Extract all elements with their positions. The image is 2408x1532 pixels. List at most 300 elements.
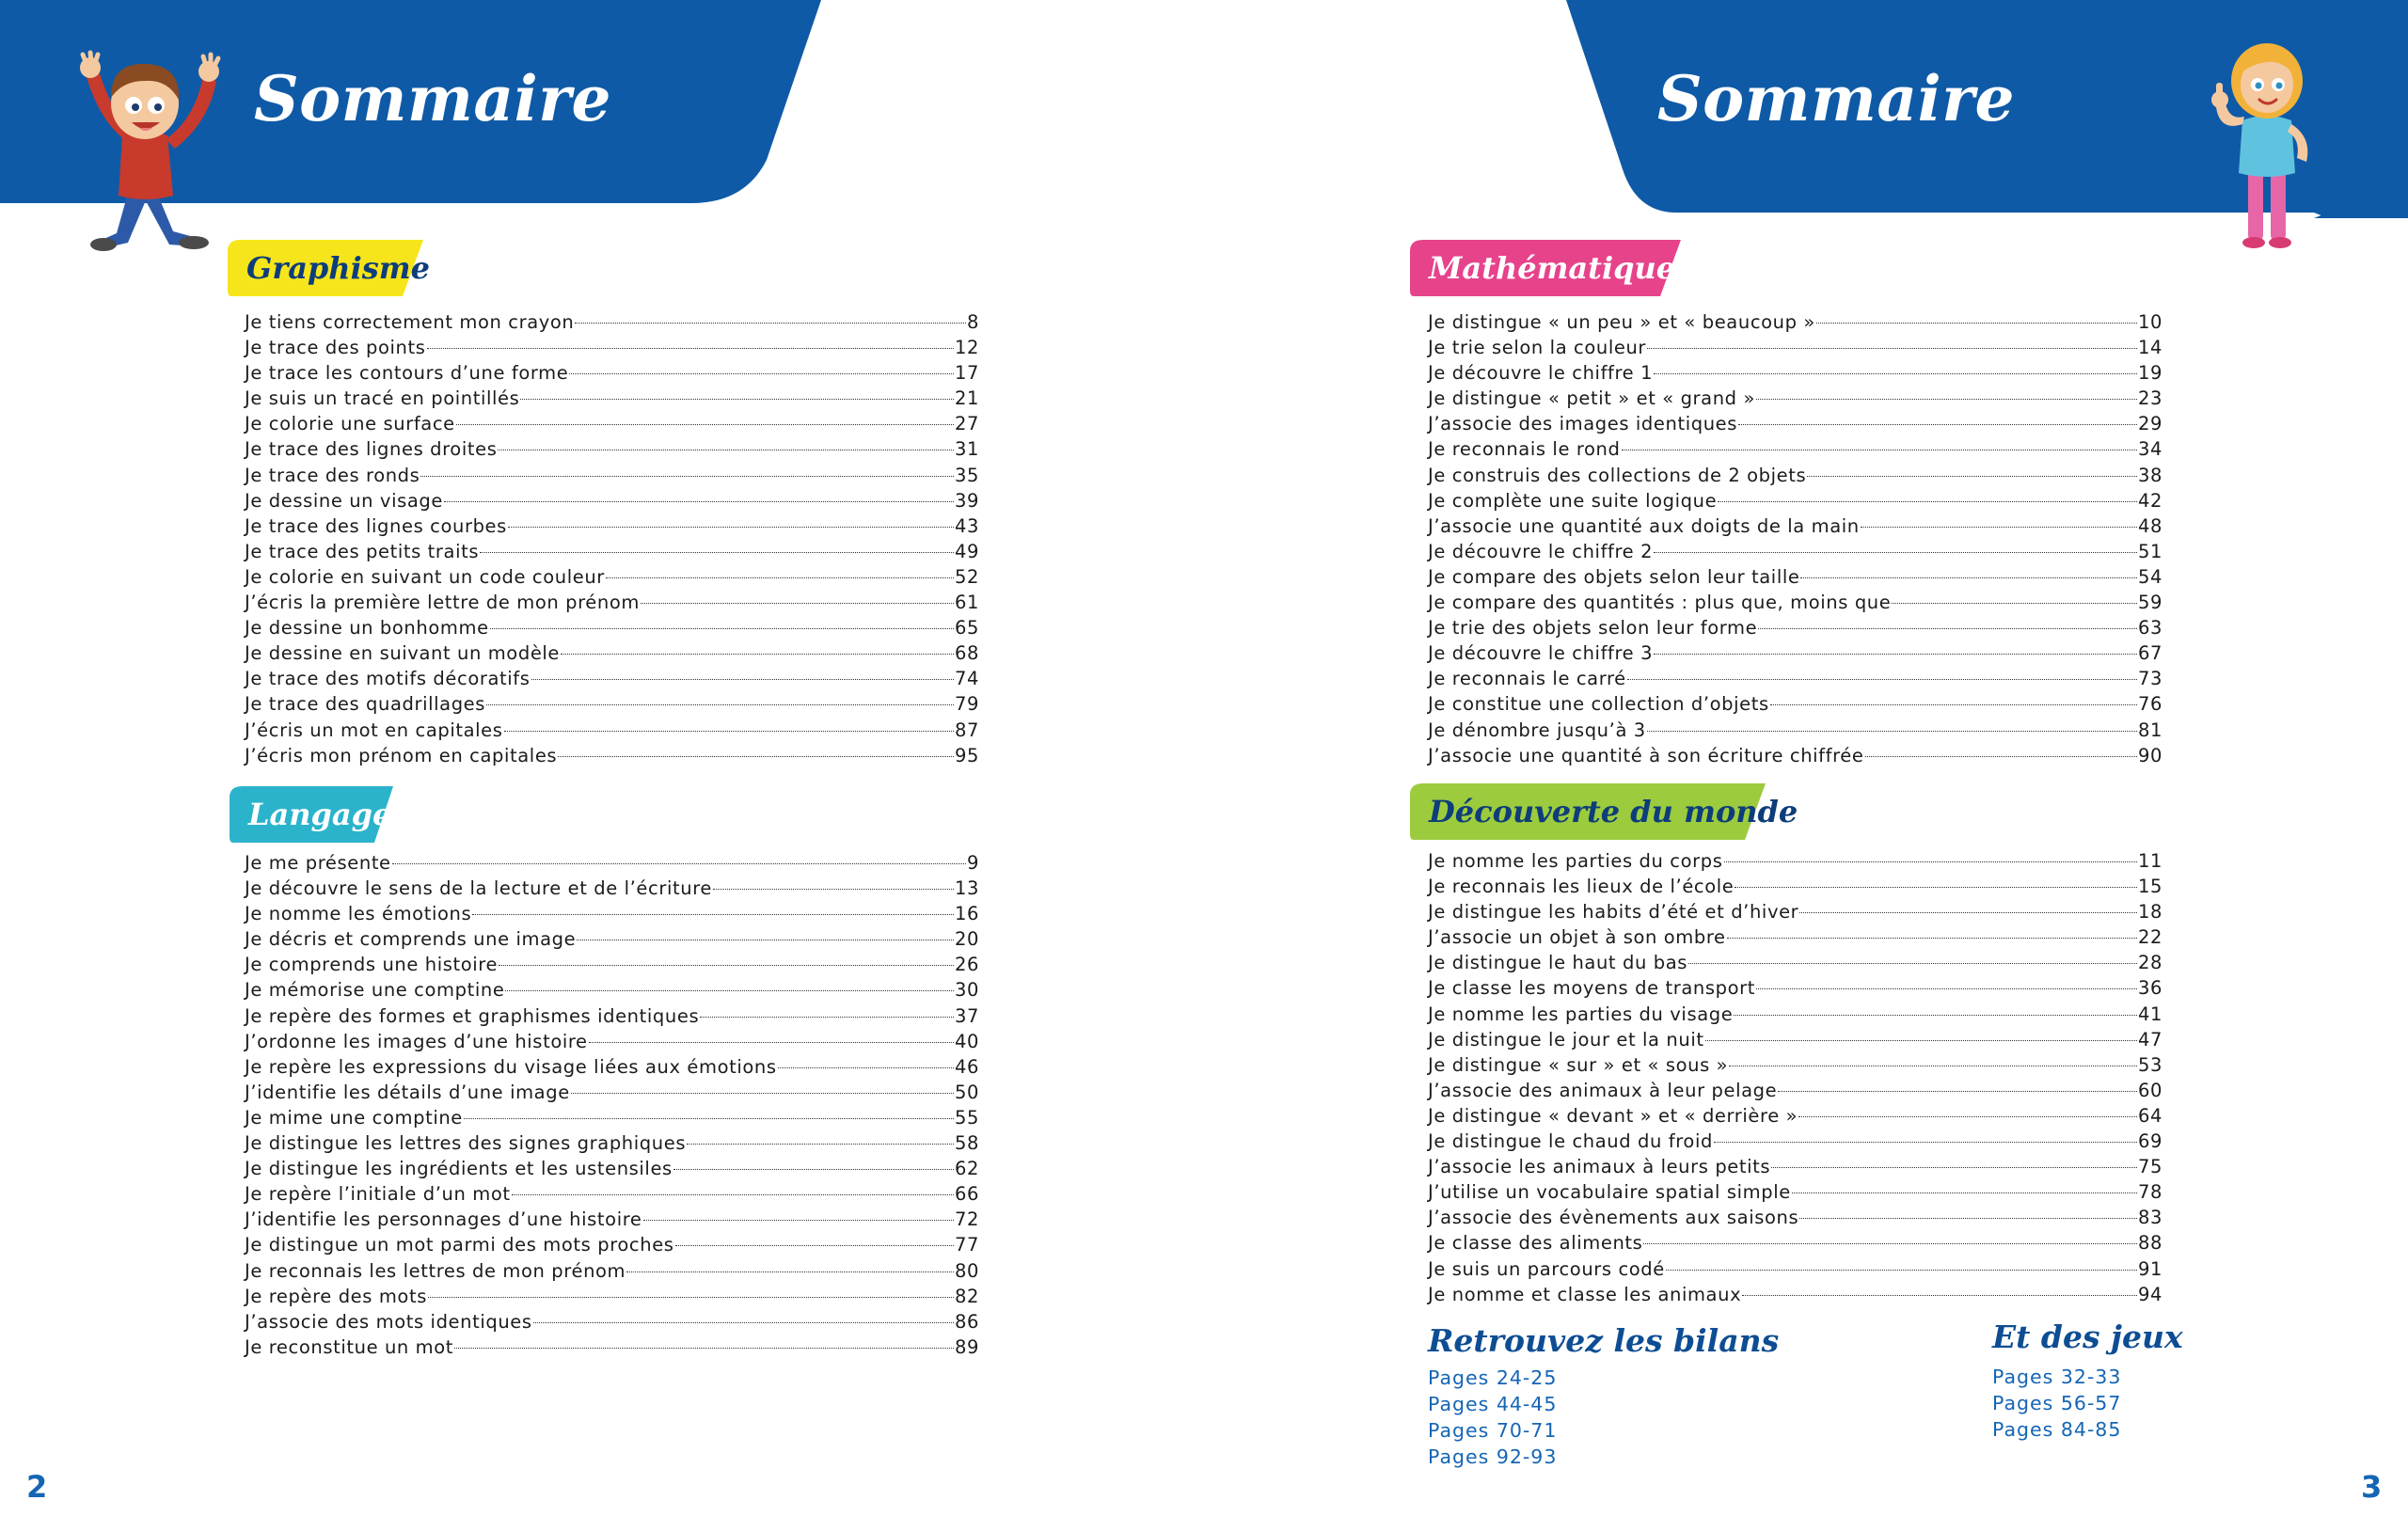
toc-entry-page: 16 [954,903,979,925]
dot-leader [454,1348,954,1349]
toc-entry [245,539,979,564]
toc-entry [245,1029,979,1054]
toc-entry [245,977,979,1003]
dot-leader [1778,1091,2137,1092]
dot-leader [1756,988,2137,989]
toc-entry [245,743,979,768]
toc-entry-title: Je distingue les ingrédients et les ustensiles [245,1158,673,1180]
dot-leader [486,704,954,705]
decouverte-heading: Découverte du monde [1429,794,1798,829]
toc-entry-page: 26 [954,954,979,976]
toc-entry-page: 95 [954,744,979,766]
toc-entry-title: Je classe des aliments [1428,1232,1643,1255]
toc-entry-page: 75 [2137,1156,2162,1178]
dot-leader [778,1067,954,1068]
toc-entry-title: Je trace des motifs décoratifs [245,668,531,690]
dot-leader [1756,399,2137,400]
dot-leader [1734,1015,2137,1016]
toc-entry-title: Je distingue le haut du bas [1428,952,1688,974]
graphisme-heading: Graphisme [246,250,430,286]
toc-entry-title: J’associe un objet à son ombre [1428,926,1726,949]
dot-leader [444,501,954,502]
toc-entry-title: J’utilise un vocabulaire spatial simple [1428,1181,1791,1204]
dot-leader [504,731,954,732]
toc-entry [1428,874,2162,899]
toc-entry-title: J’ordonne les images d’une histoire [245,1030,588,1052]
toc-entry-title: Je nomme les émotions [245,903,472,925]
toc-entry-title: Je trie des objets selon leur forme [1428,617,1758,640]
dot-leader [1798,1116,2137,1117]
toc-entry [245,411,979,436]
toc-entry-page: 22 [2137,926,2162,949]
dot-leader [520,399,954,400]
toc-entry-page: 11 [2137,850,2162,872]
toc-entry [245,463,979,488]
toc-entry-title: J’associe des images identiques [1428,413,1738,435]
toc-entry [1428,615,2162,640]
toc-entry [1428,539,2162,564]
toc-entry [245,1003,979,1029]
toc-entry [1428,924,2162,950]
toc-entry-title: J’associe des mots identiques [245,1310,532,1333]
toc-entry-page: 12 [954,337,979,359]
toc-entry-title: Je trace des petits traits [245,540,480,562]
toc-entry-page: 38 [2137,464,2162,486]
toc-entry-page: 69 [2137,1130,2162,1153]
toc-entry-title: Je dessine un bonhomme [245,617,489,640]
toc-entry-title: Je trace les contours d’une forme [245,362,569,385]
toc-entry-title: Je reconnais le rond [1428,438,1621,461]
toc-entry-page: 17 [954,362,979,385]
bilans-pages [1428,1365,1557,1470]
toc-entry-title: Je mime une comptine [245,1106,463,1129]
dot-leader [569,373,954,374]
toc-entry [1428,1205,2162,1230]
toc-entry [1428,1103,2162,1129]
dot-leader [1666,1270,2137,1271]
toc-entry [1428,411,2162,436]
toc-entry-title: Je distingue « un peu » et « beaucoup » [1428,311,1815,333]
toc-entry-title: Je compare des objets selon leur taille [1428,565,1800,588]
toc-entry-page: 67 [2137,642,2162,665]
page-range: Pages 32-33 [1992,1366,2122,1388]
toc-entry-title: Je découvre le chiffre 3 [1428,642,1654,665]
dot-leader [1654,654,2137,655]
dot-leader [464,1118,954,1119]
toc-entry-page: 91 [2137,1257,2162,1280]
toc-entry-title: Je distingue « sur » et « sous » [1428,1053,1729,1076]
toc-entry [245,1080,979,1105]
dot-leader [675,1245,954,1246]
dot-leader [1647,731,2137,732]
toc-entry [245,360,979,386]
dot-leader [1727,938,2137,939]
dot-leader [1792,1192,2137,1193]
toc-entry [245,564,979,590]
toc-entry [245,691,979,717]
toc-entry-page: 53 [2137,1053,2162,1076]
toc-entry-title: Je constitue une collection d’objets [1428,693,1769,716]
toc-entry [245,386,979,411]
right-page [1204,0,2408,1532]
dot-leader [456,424,954,425]
toc-entry-page: 10 [2137,311,2162,333]
toc-entry-page: 60 [2137,1079,2162,1101]
toc-entry [245,335,979,360]
toc-entry [1428,1282,2162,1307]
toc-entry-title: Je mémorise une comptine [245,979,505,1002]
toc-entry-title: Je nomme et classe les animaux [1428,1283,1742,1305]
dot-leader [1724,861,2137,862]
toc-entry-page: 64 [2137,1104,2162,1127]
toc-entry-page: 18 [2137,901,2162,924]
toc-entry-title: J’écris mon prénom en capitales [245,744,558,766]
toc-entry [245,850,979,876]
toc-entry [1428,564,2162,590]
toc-entry-page: 72 [954,1208,979,1231]
toc-entry-title: Je complète une suite logique [1428,489,1718,512]
toc-entry-title: Je dessine un visage [245,489,443,512]
mathematiques-tag [1410,238,1693,298]
page-title: Sommaire [1657,62,2015,135]
page-title: Sommaire [254,62,611,135]
dot-leader [713,889,954,890]
toc-entry-page: 81 [2137,719,2162,741]
dot-leader [499,965,954,966]
dot-leader [700,1017,954,1018]
dot-leader [1892,603,2137,604]
toc-entry-page: 23 [2137,387,2162,410]
toc-entry [245,1130,979,1156]
toc-entry-page: 46 [954,1055,979,1078]
toc-entry [245,718,979,743]
toc-entry-title: Je suis un parcours codé [1428,1257,1665,1280]
dot-leader [1771,1167,2137,1168]
toc-entry-title: Je trace des lignes courbes [245,514,507,537]
dot-leader [589,1042,954,1043]
toc-entry-title: Je reconstitue un mot [245,1335,454,1358]
langage-heading: Langage [248,797,392,832]
toc-entry-page: 27 [954,413,979,435]
toc-entry-page: 78 [2137,1181,2162,1204]
toc-entry-page: 83 [2137,1207,2162,1229]
toc-entry [245,876,979,901]
dot-leader [533,1322,954,1323]
dot-leader [575,323,966,324]
dot-leader [1865,756,2137,757]
dot-leader [687,1144,954,1145]
toc-entry-title: Je trace des ronds [245,464,420,486]
toc-entry-page: 20 [954,928,979,951]
toc-entry [1428,386,2162,411]
toc-entry-page: 49 [954,540,979,562]
dot-leader [420,476,954,477]
toc-entry [1428,718,2162,743]
toc-entry-title: Je compare des quantités : plus que, moins que [1428,592,1892,614]
mathematiques-heading: Mathématiques [1429,250,1693,286]
toc-entry-page: 41 [2137,1003,2162,1025]
toc-entry [245,1156,979,1181]
toc-entry [245,1207,979,1232]
dot-leader [626,1271,954,1272]
toc-entry-page: 68 [954,642,979,665]
toc-entry-title: J’associe une quantité aux doigts de la main [1428,514,1860,537]
toc-entry-title: Je nomme les parties du visage [1428,1003,1734,1025]
toc-entry-page: 9 [966,852,979,874]
decouverte-list [1428,848,2162,1307]
toc-entry-page: 30 [954,979,979,1002]
toc-entry-page: 52 [954,565,979,588]
dot-leader [606,577,954,578]
toc-entry-title: J’associe des évènements aux saisons [1428,1207,1799,1229]
toc-entry-page: 79 [954,693,979,716]
toc-entry [245,1181,979,1207]
toc-entry-title: Je découvre le sens de la lecture et de l’écriture [245,877,712,900]
toc-entry-title: J’écris la première lettre de mon prénom [245,592,640,614]
toc-entry-page: 76 [2137,693,2162,716]
dot-leader [428,1297,954,1298]
page-number: 3 [2361,1469,2383,1505]
toc-entry [1428,463,2162,488]
toc-entry [245,666,979,691]
toc-entry [1428,1052,2162,1078]
toc-entry-title: J’associe des animaux à leur pelage [1428,1079,1778,1101]
dot-leader [1770,704,2137,705]
toc-entry-title: Je distingue un mot parmi des mots proches [245,1234,674,1256]
toc-entry [1428,590,2162,615]
toc-entry-page: 87 [954,719,979,741]
toc-entry-page: 63 [2137,617,2162,640]
toc-entry [1428,640,2162,666]
dot-leader [561,654,954,655]
toc-entry-title: Je me présente [245,852,391,874]
dot-leader [1643,1243,2137,1244]
toc-entry-title: Je colorie une surface [245,413,455,435]
toc-entry-page: 54 [2137,565,2162,588]
dot-leader [392,863,966,864]
toc-entry-page: 90 [2137,744,2162,766]
toc-entry-page: 28 [2137,952,2162,974]
toc-entry-title: Je reconnais les lettres de mon prénom [245,1259,626,1282]
toc-entry-title: Je distingue les lettres des signes graphiques [245,1132,687,1155]
toc-entry-title: J’associe une quantité à son écriture chiffrée [1428,744,1864,766]
toc-entry-page: 89 [954,1335,979,1358]
toc-entry-page: 73 [2137,668,2162,690]
decouverte-tag [1410,782,1798,842]
dot-leader [571,1093,954,1094]
toc-entry [1428,1179,2162,1205]
toc-entry-title: Je repère des mots [245,1285,427,1307]
toc-entry-page: 82 [954,1285,979,1307]
toc-entry [245,1105,979,1130]
page-range: Pages 70-71 [1428,1419,1558,1442]
toc-entry-title: Je comprends une histoire [245,954,499,976]
toc-entry [1428,691,2162,717]
toc-entry-title: Je trace des quadrillages [245,693,486,716]
dot-leader [643,1220,954,1221]
toc-entry [245,513,979,539]
mathematiques-list [1428,309,2162,768]
bilans-heading: Retrouvez les bilans [1428,1322,1780,1359]
toc-entry-title: Je découvre le chiffre 1 [1428,362,1654,385]
toc-entry [245,901,979,926]
toc-entry [245,309,979,335]
toc-entry-title: Je décris et comprends une image [245,928,577,951]
langage-tag [230,784,395,845]
toc-entry-page: 40 [954,1030,979,1052]
toc-entry-page: 13 [954,877,979,900]
toc-entry-title: Je dénombre jusqu’à 3 [1428,719,1646,741]
toc-entry-title: Je colorie en suivant un code couleur [245,565,605,588]
toc-entry-page: 8 [966,311,979,333]
dot-leader [1758,628,2137,629]
dot-leader [1688,963,2137,964]
toc-entry-page: 74 [954,668,979,690]
toc-entry [1428,335,2162,360]
toc-entry-title: Je reconnais les lieux de l’école [1428,876,1735,898]
dot-leader [641,603,954,604]
toc-entry [1428,950,2162,975]
toc-entry [245,640,979,666]
toc-entry [245,590,979,615]
toc-entry-title: J’écris un mot en capitales [245,719,503,741]
toc-entry-title: Je dessine en suivant un modèle [245,642,561,665]
page-number: 2 [26,1469,48,1505]
toc-entry [1428,975,2162,1001]
toc-entry-page: 15 [2137,876,2162,898]
dot-leader [505,990,954,991]
toc-entry-title: Je reconnais le carré [1428,668,1626,690]
toc-entry [245,436,979,462]
page-range: Pages 44-45 [1428,1393,1558,1415]
toc-entry [1428,309,2162,335]
dot-leader [1647,348,2137,349]
toc-entry-page: 88 [2137,1232,2162,1255]
toc-entry-page: 94 [2137,1283,2162,1305]
toc-entry-title: Je nomme les parties du corps [1428,850,1723,872]
dot-leader [1799,1218,2137,1219]
toc-entry-title: Je construis des collections de 2 objets [1428,464,1807,486]
dot-leader [508,527,954,528]
toc-entry-page: 51 [2137,540,2162,562]
dot-leader [1705,1040,2137,1041]
toc-entry-page: 59 [2137,592,2162,614]
toc-entry-page: 77 [954,1234,979,1256]
dot-leader [1714,1142,2137,1143]
toc-entry [1428,1027,2162,1052]
dot-leader [427,348,954,349]
toc-entry [245,1232,979,1257]
toc-entry-page: 42 [2137,489,2162,512]
toc-entry-page: 36 [2137,977,2162,1000]
toc-entry [1428,1002,2162,1027]
toc-entry-page: 47 [2137,1028,2162,1050]
toc-entry-title: Je trace des lignes droites [245,438,498,461]
dot-leader [531,679,954,680]
toc-entry [245,1309,979,1335]
toc-entry-page: 50 [954,1081,979,1103]
toc-entry-page: 35 [954,464,979,486]
toc-entry-title: J’identifie les détails d’une image [245,1081,570,1103]
toc-entry [245,488,979,513]
toc-entry-page: 34 [2137,438,2162,461]
toc-entry-page: 39 [954,489,979,512]
toc-entry-title: Je découvre le chiffre 2 [1428,540,1654,562]
toc-entry-page: 65 [954,617,979,640]
page-range: Pages 92-93 [1428,1445,1558,1468]
toc-entry [245,926,979,952]
toc-entry-title: Je suis un tracé en pointillés [245,387,520,410]
toc-entry [245,952,979,977]
dot-leader [558,756,954,757]
page-range: Pages 84-85 [1992,1418,2122,1441]
toc-entry [245,615,979,640]
toc-entry-page: 61 [954,592,979,614]
dot-leader [1654,373,2137,374]
toc-entry-title: Je trie selon la couleur [1428,337,1647,359]
toc-entry-title: Je classe les moyens de transport [1428,977,1755,1000]
dot-leader [1654,552,2137,553]
dot-leader [512,1194,954,1195]
dot-leader [472,914,954,915]
toc-entry [245,1284,979,1309]
toc-entry-title: Je distingue les habits d’été et d’hiver [1428,901,1799,924]
dot-leader [1742,1295,2137,1296]
toc-entry [1428,848,2162,874]
toc-entry-title: J’identifie les personnages d’une histoire [245,1208,642,1231]
toc-entry [1428,666,2162,691]
dot-leader [1627,679,2137,680]
toc-entry-title: Je repère des formes et graphismes identiques [245,1004,700,1027]
toc-entry [245,1258,979,1284]
toc-entry-page: 21 [954,387,979,410]
toc-entry [1428,1129,2162,1154]
toc-entry [1428,1078,2162,1103]
toc-entry-page: 86 [954,1310,979,1333]
toc-entry-page: 29 [2137,413,2162,435]
dot-leader [1735,887,2137,888]
toc-entry [1428,360,2162,386]
dot-leader [1861,527,2137,528]
toc-entry-title: Je distingue le jour et la nuit [1428,1028,1704,1050]
toc-entry-title: Je distingue « petit » et « grand » [1428,387,1755,410]
dot-leader [480,552,954,553]
toc-entry [1428,488,2162,513]
toc-entry-page: 80 [954,1259,979,1282]
dot-leader [490,628,954,629]
graphisme-tag [228,238,430,298]
langage-list [245,850,979,1360]
toc-entry-page: 55 [954,1106,979,1129]
toc-entry-title: Je repère les expressions du visage liées aux émotions [245,1055,777,1078]
toc-entry [245,1054,979,1080]
boy-character-illustration [62,45,231,254]
jeux-heading: Et des jeux [1992,1319,2183,1355]
toc-entry-page: 37 [954,1004,979,1027]
toc-entry-page: 19 [2137,362,2162,385]
toc-entry [245,1335,979,1360]
toc-entry-page: 14 [2137,337,2162,359]
toc-entry-page: 62 [954,1158,979,1180]
page-range: Pages 24-25 [1428,1366,1558,1389]
toc-entry [1428,743,2162,768]
girl-character-illustration [2201,26,2333,252]
dot-leader [1807,476,2137,477]
toc-entry-page: 31 [954,438,979,461]
toc-entry [1428,899,2162,924]
toc-entry [1428,513,2162,539]
page-range: Pages 56-57 [1992,1392,2122,1414]
